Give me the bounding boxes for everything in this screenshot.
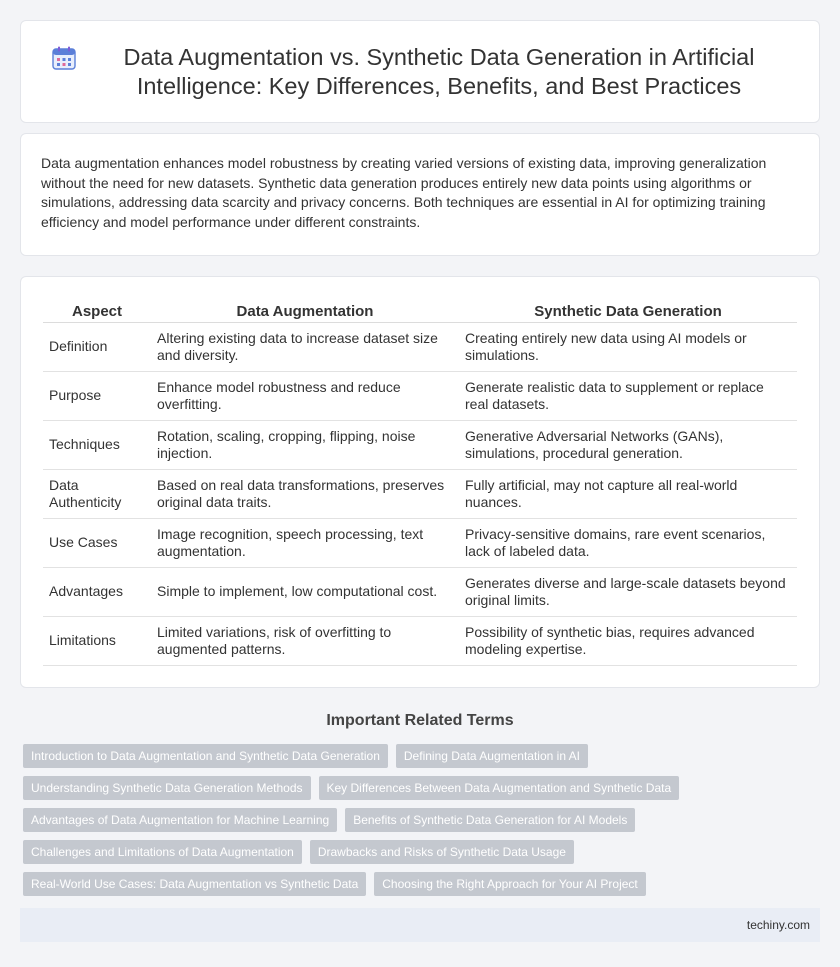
table-row — [43, 421, 797, 470]
row-synthetic-cell: Creating entirely new data using AI models or simulations. — [459, 323, 797, 372]
row-synthetic-cell: Possibility of synthetic bias, requires advanced modeling expertise. — [459, 617, 797, 666]
comparison-table — [43, 297, 797, 666]
row-synthetic-cell: Generate realistic data to supplement or replace real datasets. — [459, 372, 797, 421]
row-augmentation-cell: Enhance model robustness and reduce overfitting. — [151, 372, 459, 421]
related-terms-title: Important Related Terms — [326, 712, 514, 729]
intro-card — [20, 133, 820, 256]
row-synthetic-cell: Fully artificial, may not capture all real-world nuances. — [459, 470, 797, 519]
page-title: Data Augmentation vs. Synthetic Data Generation in Artificial Intelligence: Key Differences, Benefits, and Best Practices — [123, 43, 755, 99]
row-augmentation-cell: Image recognition, speech processing, text augmentation. — [151, 519, 459, 568]
row-aspect: Limitations — [43, 617, 151, 666]
related-term-link[interactable]: Challenges and Limitations of Data Augmentation — [23, 840, 302, 864]
related-term-link[interactable]: Understanding Synthetic Data Generation Methods — [23, 776, 311, 800]
related-term-link[interactable]: Introduction to Data Augmentation and Synthetic Data Generation — [23, 744, 388, 768]
row-synthetic-cell: Generates diverse and large-scale datasets beyond original limits. — [459, 568, 797, 617]
row-synthetic-cell: Generative Adversarial Networks (GANs), simulations, procedural generation. — [459, 421, 797, 470]
row-aspect: Techniques — [43, 421, 151, 470]
row-aspect: Data Authenticity — [43, 470, 151, 519]
row-synthetic-cell: Privacy-sensitive domains, rare event scenarios, lack of labeled data. — [459, 519, 797, 568]
related-term-link[interactable]: Real-World Use Cases: Data Augmentation vs Synthetic Data — [23, 872, 366, 896]
related-terms-list — [20, 744, 820, 904]
comparison-card — [20, 276, 820, 688]
row-augmentation-cell: Altering existing data to increase dataset size and diversity. — [151, 323, 459, 372]
table-row — [43, 470, 797, 519]
table-row — [43, 323, 797, 372]
related-term-link[interactable]: Key Differences Between Data Augmentation and Synthetic Data — [319, 776, 680, 800]
row-augmentation-cell: Rotation, scaling, cropping, flipping, noise injection. — [151, 421, 459, 470]
row-augmentation-cell: Simple to implement, low computational cost. — [151, 568, 459, 617]
row-aspect: Definition — [43, 323, 151, 372]
calendar-icon — [51, 45, 77, 71]
row-aspect: Use Cases — [43, 519, 151, 568]
header-aspect: Aspect — [43, 297, 151, 323]
header-data-augmentation: Data Augmentation — [151, 297, 459, 323]
table-row — [43, 617, 797, 666]
header-synthetic-data-generation: Synthetic Data Generation — [459, 297, 797, 323]
table-row — [43, 568, 797, 617]
row-aspect: Advantages — [43, 568, 151, 617]
title-wrap — [51, 43, 789, 101]
table-row — [43, 372, 797, 421]
intro-text: Data augmentation enhances model robustness by creating varied versions of existing data, improving generalization without the need for new datasets. Synthetic data generation produces entirely new data points using algorithms or simulations, addressing data scarcity and privacy concerns. Both techniques are essential in AI for optimizing training efficiency and model performance under different constraints. — [41, 155, 767, 230]
row-aspect: Purpose — [43, 372, 151, 421]
footer-site[interactable]: techiny.com — [746, 918, 810, 932]
related-term-link[interactable]: Benefits of Synthetic Data Generation for AI Models — [345, 808, 635, 832]
row-augmentation-cell: Limited variations, risk of overfitting to augmented patterns. — [151, 617, 459, 666]
related-term-link[interactable]: Defining Data Augmentation in AI — [396, 744, 588, 768]
related-term-link[interactable]: Choosing the Right Approach for Your AI Project — [374, 872, 646, 896]
table-header-row — [43, 297, 797, 323]
footer — [20, 908, 820, 942]
related-term-link[interactable]: Advantages of Data Augmentation for Machine Learning — [23, 808, 337, 832]
row-augmentation-cell: Based on real data transformations, preserves original data traits. — [151, 470, 459, 519]
related-term-link[interactable]: Drawbacks and Risks of Synthetic Data Usage — [310, 840, 574, 864]
table-row — [43, 519, 797, 568]
title-card — [20, 20, 820, 123]
